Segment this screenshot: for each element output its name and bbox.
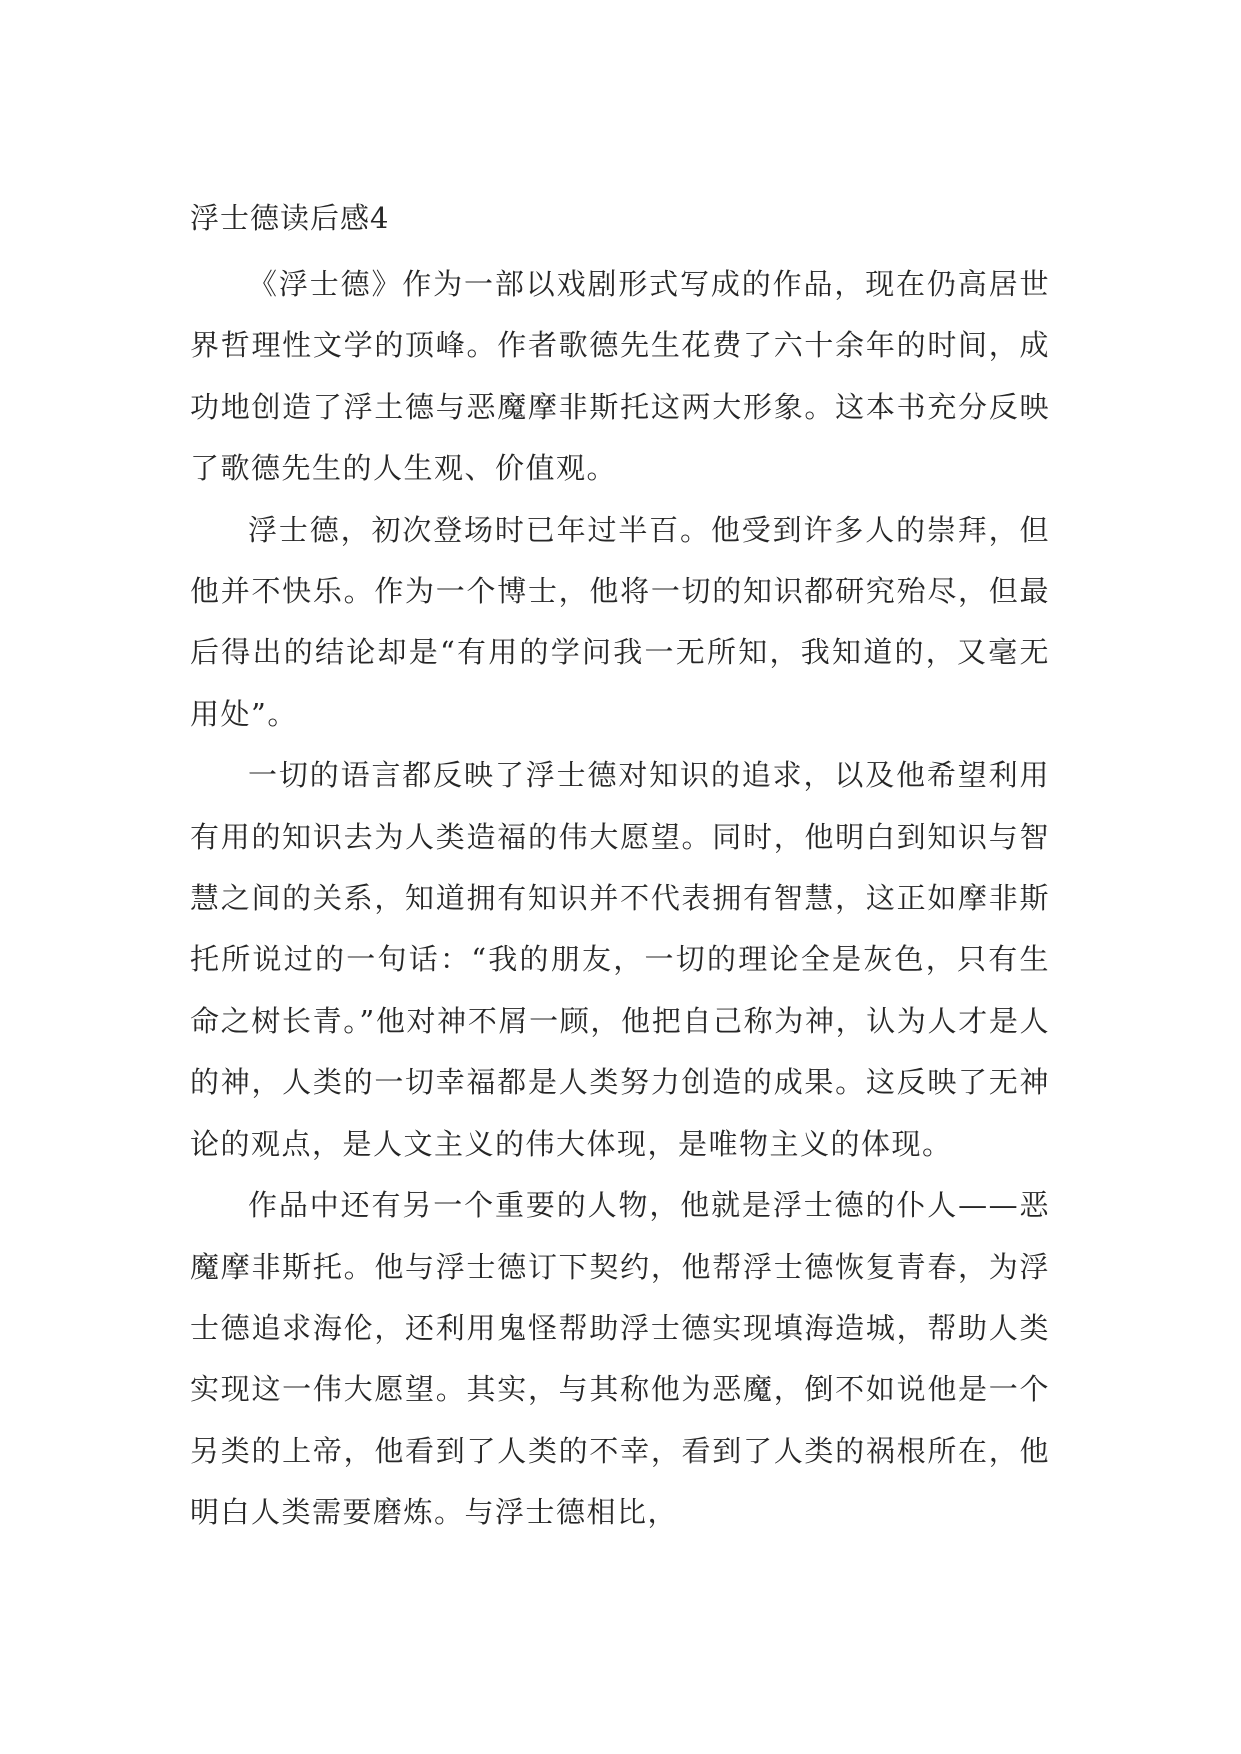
document-title: 浮士德读后感4 xyxy=(190,201,390,235)
paragraph-3: 一切的语言都反映了浮士德对知识的追求，以及他希望利用有用的知识去为人类造福的伟大愿望。同时，他明白到知识与智慧之间的关系，知道拥有知识并不代表拥有智慧，这正如摩非斯托所说过的一句话：“我的朋友，一切的理论全是灰色，只有生命之树长青。”他对神不屑一顾，他把自己称为神，认为人才是人的神，人类的一切幸福都是人类努力创造的成果。这反映了无神论的观点，是人文主义的伟大体现，是唯物主义的体现。 xyxy=(190,758,1050,1161)
paragraph-4: 作品中还有另一个重要的人物，他就是浮士德的仆人——恶魔摩非斯托。他与浮士德订下契约，他帮浮士德恢复青春，为浮士德追求海伦，还利用鬼怪帮助浮士德实现填海造城，帮助人类实现这一伟大愿望。其实，与其称他为恶魔，倒不如说他是一个另类的上帝，他看到了人类的不幸，看到了人类的祸根所在，他明白人类需要磨炼。与浮士德相比， xyxy=(190,1188,1050,1530)
paragraph-2: 浮士德，初次登场时已年过半百。他受到许多人的崇拜，但他并不快乐。作为一个博士，他将一切的知识都研究殆尽，但最后得出的结论却是“有用的学问我一无所知，我知道的，又毫无用处”。 xyxy=(190,512,1050,731)
document-body xyxy=(190,254,1050,1544)
paragraph-1: 《浮士德》作为一部以戏剧形式写成的作品，现在仍高居世界哲理性文学的顶峰。作者歌德先生花费了六十余年的时间，成功地创造了浮土德与恶魔摩非斯托这两大形象。这本书充分反映了歌德先生的人生观、价值观。 xyxy=(190,267,1050,486)
document-page xyxy=(190,0,1050,1754)
